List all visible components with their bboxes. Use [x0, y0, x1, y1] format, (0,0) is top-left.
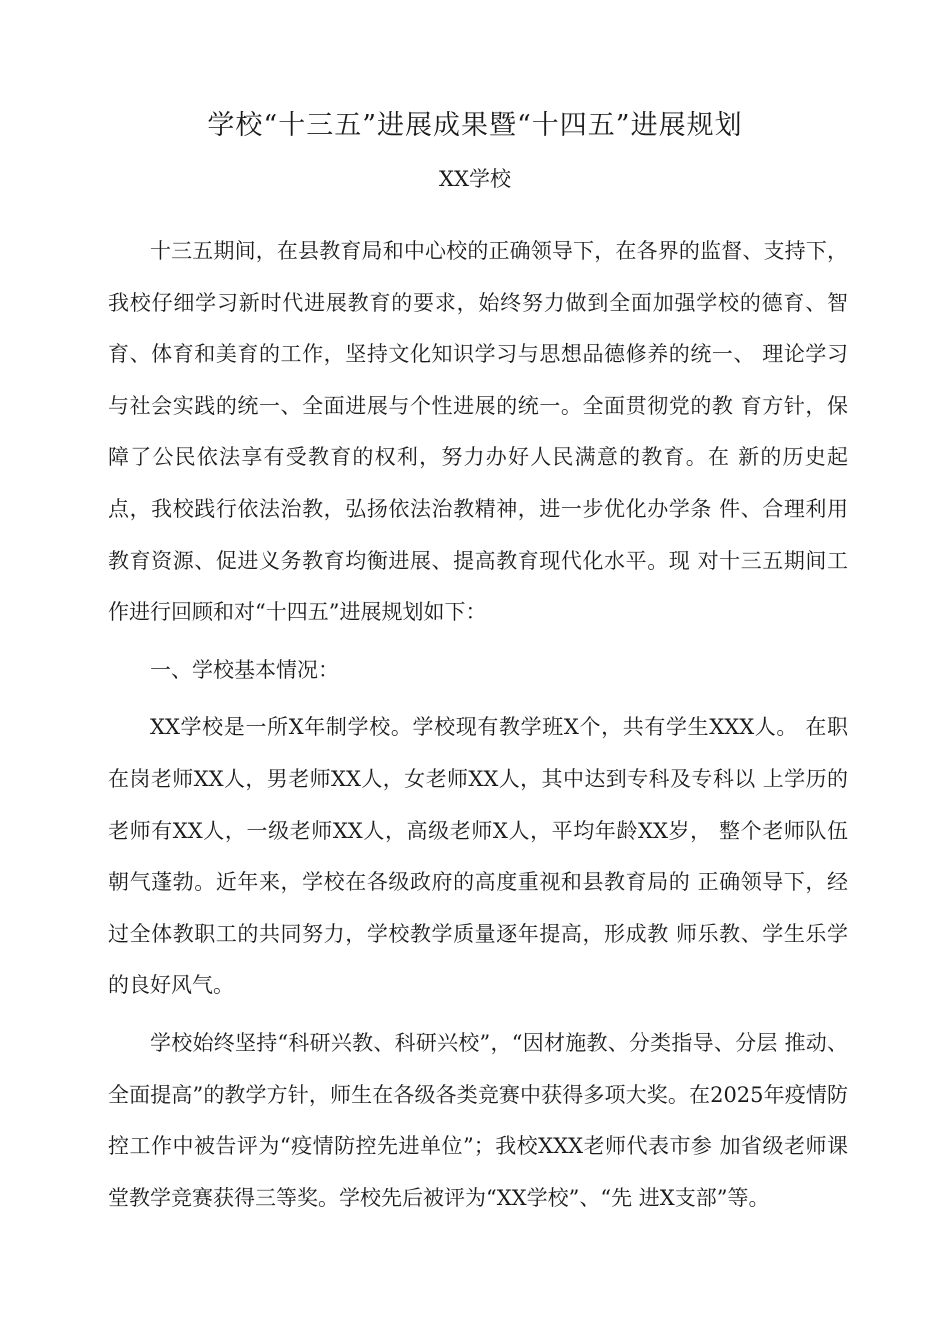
- paragraph-achievements: 学校始终坚持“科研兴教、科研兴校”，“因材施教、分类指导、分层 推动、全面提高”的教学方针，师生在各级各类竞赛中获得多项大奖。在2025年疫情防控工作中被告评为“疫情防控先进单位”；我校XXX老师代表市参 加省级老师课堂教学竞赛获得三等奖。学校先后被评为“XX学校”、“先 进X支部”等。: [108, 1030, 848, 1210]
- paragraph-intro: 十三五期间，在县教育局和中心校的正确领导下，在各界的监督、支持下，我校仔细学习新时代进展教育的要求，始终努力做到全面加强学校的德育、智育、体育和美育的工作，坚持文化知识学习与思想品德修养的统一、 理论学习与社会实践的统一、全面进展与个性进展的统一。全面贯彻党的教 育方针，保障了公民依法享有受教育的权利，努力办好人民满意的教育。在 新的历史起点，我校践行依法治教，弘扬依法治教精神，进一步优化办学条 件、合理利用教育资源、促进义务教育均衡进展、提高教育现代化水平。现 对十三五期间工作进行回顾和对“十四五”进展规划如下：: [108, 239, 848, 625]
- paragraph-basic-info: XX学校是一所X年制学校。学校现有教学班X个，共有学生XXX人。 在职在岗老师XX人，男老师XX人，女老师XX人，其中达到专科及专科以 上学历的老师有XX人，一级老师XX人，高级老师X人，平均年龄XX岁， 整个老师队伍朝气蓬勃。近年来，学校在各级政府的高度重视和县教育局的 正确领导下，经过全体教职工的共同努力，学校教学质量逐年提高，形成教 师乐教、学生乐学的良好风气。: [108, 715, 848, 998]
- document-subtitle: XX学校: [439, 167, 511, 191]
- document-body: [108, 226, 848, 1224]
- section-heading-basic-info: 一、学校基本情况：: [150, 657, 339, 682]
- document-title: 学校“十三五”进展成果暨“十四五”进展规划: [207, 110, 743, 141]
